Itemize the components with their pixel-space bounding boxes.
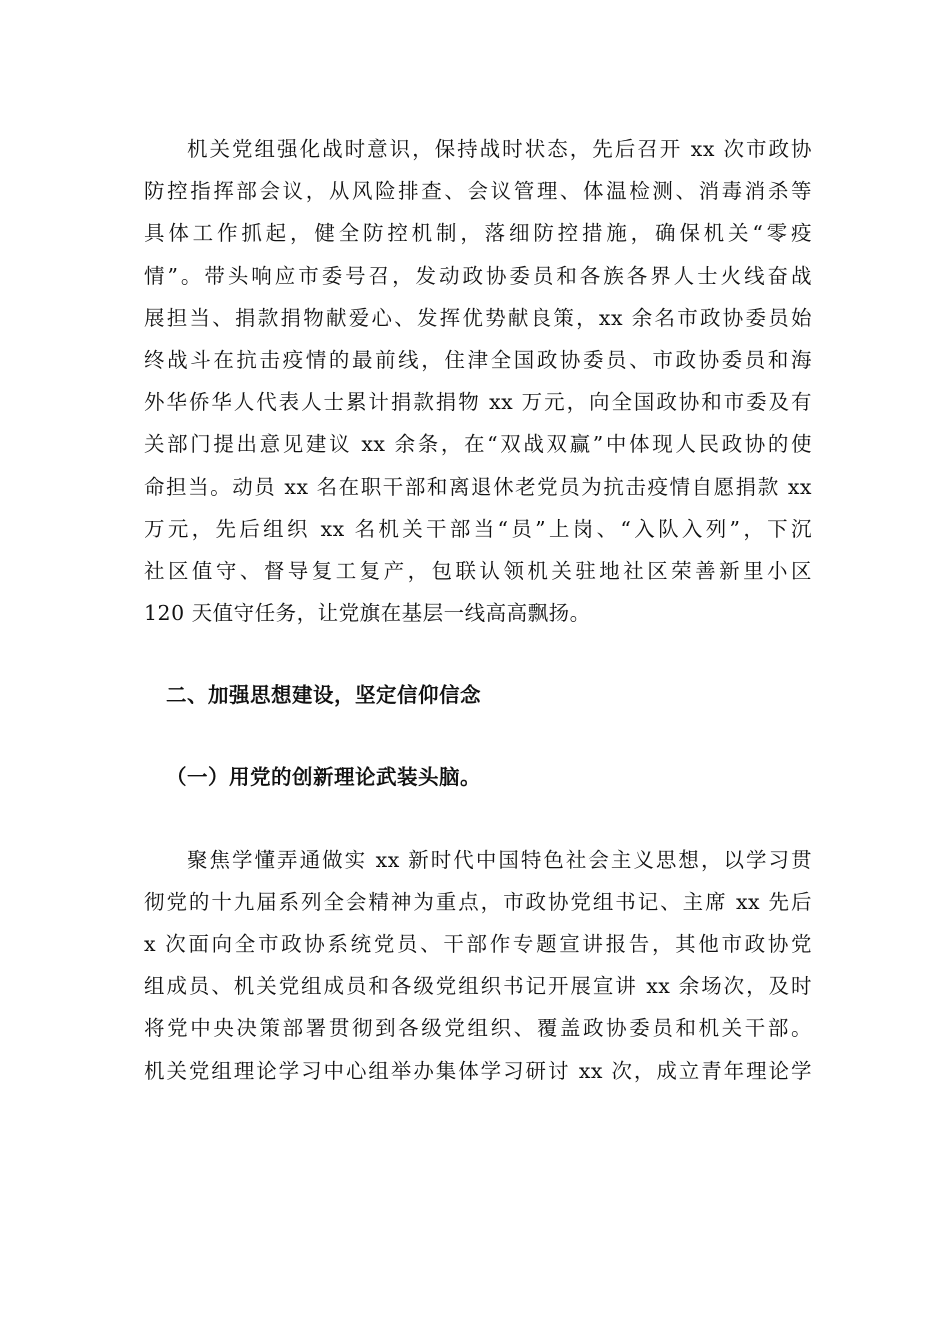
paragraph-line: 终战斗在抗击疫情的最前线，住津全国政协委员、市政协委员和海 [144,347,812,372]
paragraph-line: 机关党组理论学习中心组举办集体学习研讨 xx 次，成立青年理论学 [144,1058,812,1083]
paragraph-line: 关部门提出意见建议 xx 余条，在“双战双赢”中体现人民政协的使 [144,432,812,457]
paragraph-line: 组成员、机关党组成员和各级党组织书记开展宣讲 xx 余场次，及时 [144,974,812,999]
section-heading: 二、加强思想建设，坚定信仰信念 [166,683,481,708]
paragraph-line: x 次面向全市政协系统党员、干部作专题宣讲报告，其他市政协党 [144,932,812,956]
paragraph-line: 社区值守、督导复工复产，包联认领机关驻地社区荣善新里小区 [144,558,812,583]
subsection-heading: （一）用党的创新理论武装头脑。 [166,765,481,790]
paragraph-line: 防控指挥部会议，从风险排查、会议管理、体温检测、消毒消杀等 [144,179,812,204]
paragraph-line: 将党中央决策部署贯彻到各级党组织、覆盖政协委员和机关干部。 [144,1016,812,1041]
paragraph-line: 命担当。动员 xx 名在职干部和离退休老党员为抗击疫情自愿捐款 xx [144,474,812,499]
paragraph-line: 万元，先后组织 xx 名机关干部当“员”上岗、“入队入列”，下沉 [144,516,812,541]
paragraph-line: 外华侨华人代表人士累计捐款捐物 xx 万元，向全国政协和市委及有 [144,390,812,415]
document-body [144,128,812,1092]
paragraph-line: 机关党组强化战时意识，保持战时状态，先后召开 xx 次市政协 [187,137,812,161]
paragraph-line: 聚焦学懂弄通做实 xx 新时代中国特色社会主义思想，以学习贯 [187,847,812,872]
paragraph-line: 展担当、捐款捐物献爱心、发挥优势献良策，xx 余名市政协委员始 [144,305,812,330]
paragraph-line: 彻党的十九届系列全会精神为重点，市政协党组书记、主席 xx 先后 [144,889,812,914]
paragraph-2 [144,839,812,1092]
paragraph-line: 情”。带头响应市委号召，发动政协委员和各族各界人士火线奋战 [144,263,812,288]
paragraph-line: 具体工作抓起，健全防控机制，落细防控措施，确保机关“零疫 [144,221,812,246]
paragraph-line: 120 天值守任务，让党旗在基层一线高高飘扬。 [144,601,591,626]
paragraph-1 [144,128,812,634]
